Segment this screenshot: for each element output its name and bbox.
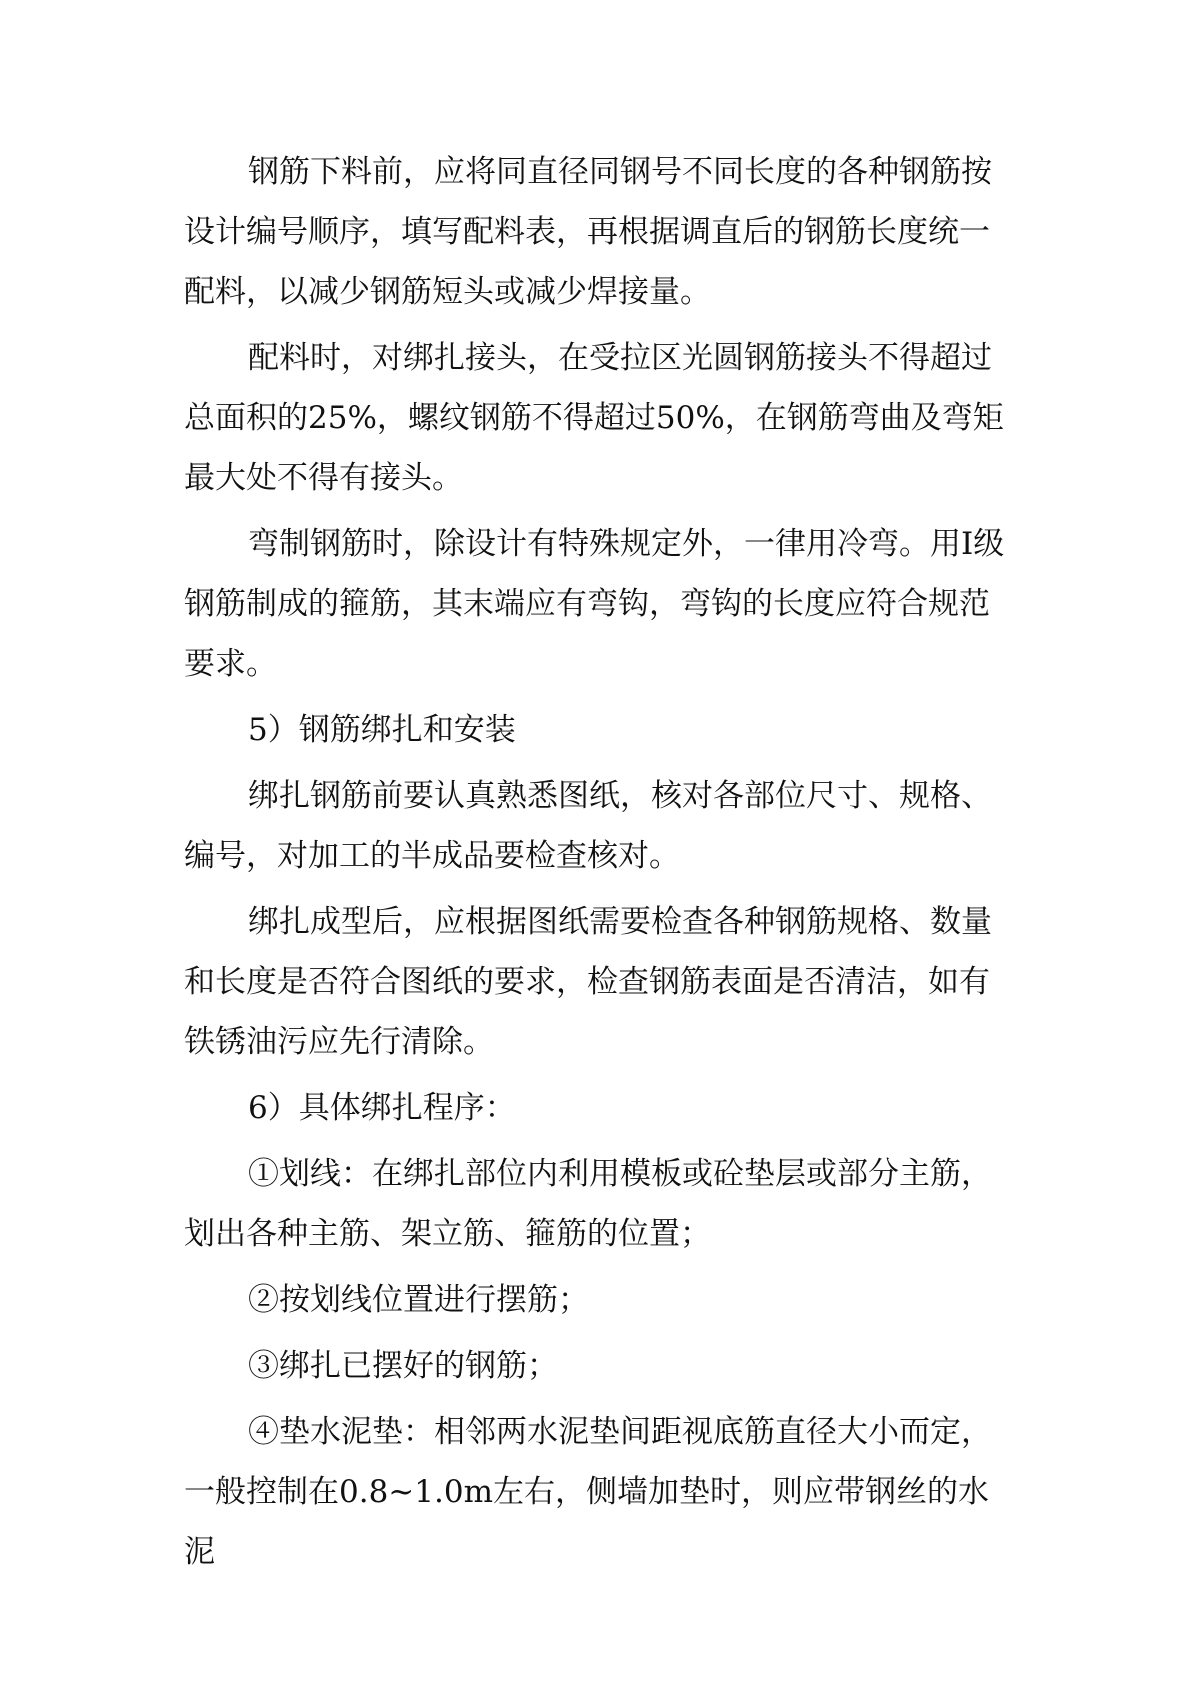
paragraph: 配料时，对绑扎接头，在受拉区光圆钢筋接头不得超过总面积的25%，螺纹钢筋不得超过50%，在钢筋弯曲及弯矩最大处不得有接头。 — [184, 340, 1004, 496]
paragraph: 钢筋下料前，应将同直径同钢号不同长度的各种钢筋按设计编号顺序，填写配料表，再根据调直后的钢筋长度统一配料，以减少钢筋短头或减少焊接量。 — [184, 154, 992, 310]
section-heading: 6）具体绑扎程序： — [248, 1090, 516, 1126]
paragraph: 绑扎成型后，应根据图纸需要检查各种钢筋规格、数量和长度是否符合图纸的要求，检查钢筋表面是否清洁，如有铁锈油污应先行清除。 — [184, 904, 992, 1060]
section-heading: 5）钢筋绑扎和安装 — [248, 712, 516, 748]
list-item: ①划线：在绑扎部位内利用模板或砼垫层或部分主筋，划出各种主筋、架立筋、箍筋的位置； — [184, 1156, 992, 1252]
paragraph: 弯制钢筋时，除设计有特殊规定外，一律用冷弯。用I级钢筋制成的箍筋，其末端应有弯钩，弯钩的长度应符合规范要求。 — [184, 526, 1005, 682]
document-body — [184, 142, 1016, 1588]
list-item: ④垫水泥垫：相邻两水泥垫间距视底筋直径大小而定，一般控制在0.8~1.0m左右，侧墙加垫时，则应带钢丝的水泥 — [184, 1414, 992, 1570]
list-item: ②按划线位置进行摆筋； — [248, 1282, 589, 1318]
paragraph: 绑扎钢筋前要认真熟悉图纸，核对各部位尺寸、规格、编号，对加工的半成品要检查核对。 — [184, 778, 992, 874]
list-item: ③绑扎已摆好的钢筋； — [248, 1348, 558, 1384]
